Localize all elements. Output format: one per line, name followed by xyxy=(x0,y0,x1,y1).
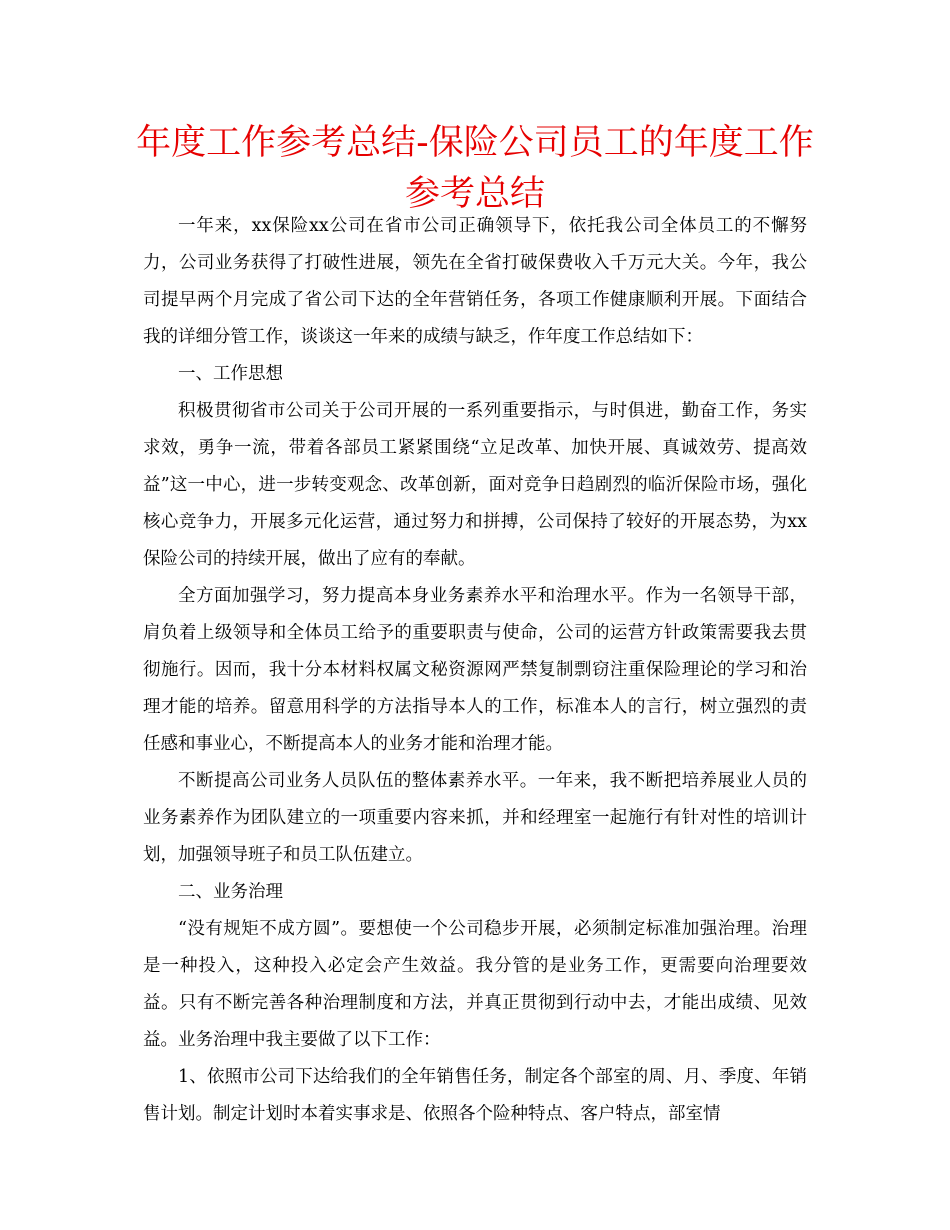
document-title: 年度工作参考总结-保险公司员工的年度工作参考总结 xyxy=(136,123,814,214)
paragraph-work-thinking: 积极贯彻省市公司关于公司开展的一系列重要指示，与时俱进，勤奋工作，务实求效，勇争一流，带着各部员工紧紧围绕“立足改革、加快开展、真诚效劳、提高效益”这一中心，进一步转变观念、改革创新，面对竞争日趋剧烈的临沂保险市场，强化核心竞争力，开展多元化运营，通过努力和拼搏，公司保持了较好的开展态势，为xx保险公司的持续开展，做出了应有的奉献。 xyxy=(143,401,807,569)
paragraph-intro: 一年来，xx保险xx公司在省市公司正确领导下，依托我公司全体员工的不懈努力，公司业务获得了打破性进展，领先在全省打破保费收入千万元大关。今年，我公司提早两个月完成了省公司下达的全年营销任务，各项工作健康顺利开展。下面结合我的详细分管工作，谈谈这一年来的成绩与缺乏，作年度工作总结如下： xyxy=(143,216,807,347)
paragraph-team: 不断提高公司业务人员队伍的整体素养水平。一年来，我不断把培养展业人员的业务素养作为团队建立的一项重要内容来抓，并和经理室一起施行有针对性的培训计划，加强领导班子和员工队伍建立。 xyxy=(143,771,807,865)
document-body xyxy=(143,208,807,1133)
section-heading-business-management: 二、业务治理 xyxy=(178,882,283,902)
paragraph-management: “没有规矩不成方圆”。要想使一个公司稳步开展，必须制定标准加强治理。治理是一种投入，这种投入必定会产生效益。我分管的是业务工作，更需要向治理要效益。只有不断完善各种治理制度和方法，并真正贯彻到行动中去，才能出成绩、见效益。业务治理中我主要做了以下工作： xyxy=(143,919,807,1050)
paragraph-sales-plan: 1、依照市公司下达给我们的全年销售任务，制定各个部室的周、月、季度、年销售计划。制定计划时本着实事求是、依照各个险种特点、客户特点，部室情 xyxy=(143,1067,807,1124)
section-heading-work-thinking: 一、工作思想 xyxy=(178,364,283,384)
paragraph-study: 全方面加强学习，努力提高本身业务素养水平和治理水平。作为一名领导干部，肩负着上级领导和全体员工给予的重要职责与使命，公司的运营方针政策需要我去贯彻施行。因而，我十分本材料权属文秘资源网严禁复制剽窃注重保险理论的学习和治理才能的培养。留意用科学的方法指导本人的工作，标准本人的言行，树立强烈的责任感和事业心，不断提高本人的业务才能和治理才能。 xyxy=(143,586,807,754)
